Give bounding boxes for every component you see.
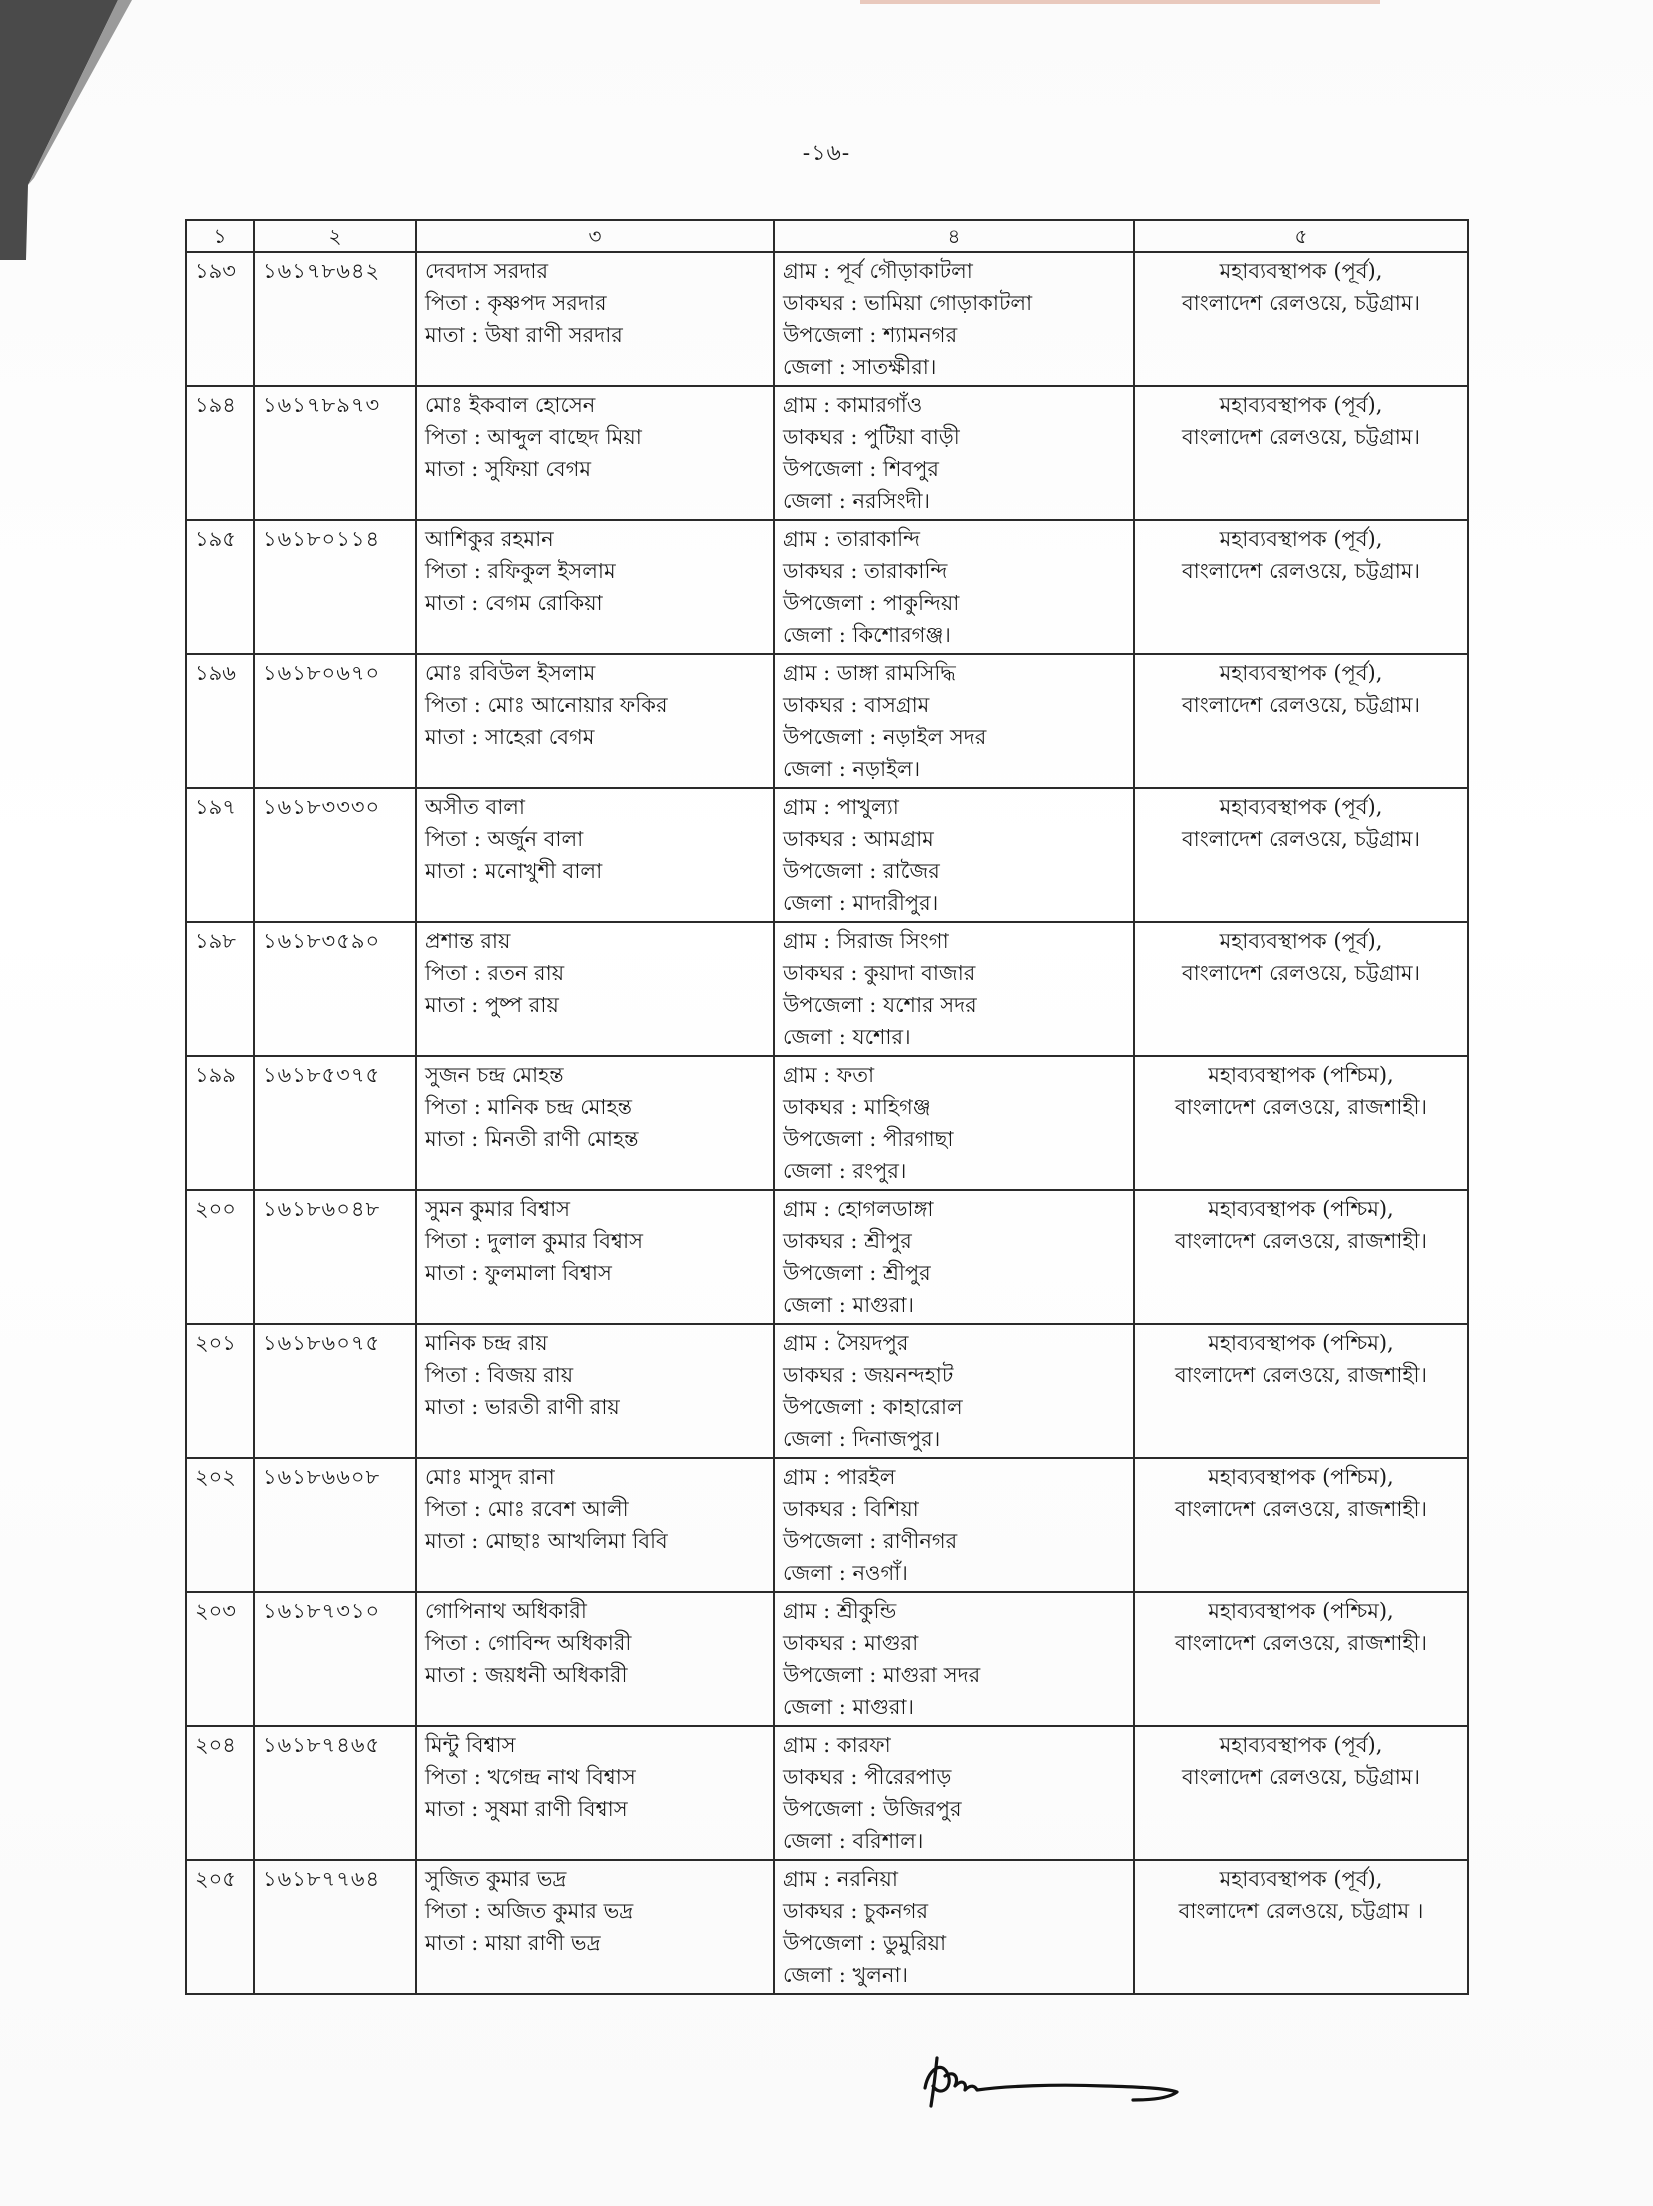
- person-cell: [416, 1190, 774, 1324]
- person-line: পিতা : রতন রায়: [425, 961, 565, 985]
- office-line: মহাব্যবস্থাপক (পূর্ব),: [1219, 661, 1383, 685]
- office-cell: [1134, 1324, 1468, 1458]
- address-line: উপজেলা : শ্যামনগর: [783, 323, 958, 347]
- person-line: মিন্টু বিশ্বাস: [425, 1733, 516, 1757]
- person-line: মাতা : পুষ্প রায়: [425, 993, 559, 1017]
- person-cell: [416, 654, 774, 788]
- address-line: উপজেলা : যশোর সদর: [783, 993, 977, 1017]
- address-cell: [774, 922, 1134, 1056]
- header-cell: ৩: [416, 220, 774, 252]
- address-line: ডাকঘর : ভামিয়া গোড়াকাটলা: [783, 291, 1033, 315]
- person-cell: [416, 1324, 774, 1458]
- address-line: ডাকঘর : জয়নন্দহাট: [783, 1363, 954, 1387]
- office-line: বাংলাদেশ রেলওয়ে, চট্টগ্রাম।: [1181, 827, 1421, 851]
- address-line: গ্রাম : পাখুল্যা: [783, 795, 899, 819]
- office-line: বাংলাদেশ রেলওয়ে, চট্টগ্রাম।: [1181, 425, 1421, 449]
- person-line: পিতা : অজিত কুমার ভদ্র: [425, 1899, 634, 1923]
- address-line: জেলা : যশোর।: [783, 1025, 911, 1049]
- person-line: পিতা : মোঃ রবেশ আলী: [425, 1497, 629, 1521]
- serial-number-cell: ১৯৬: [186, 654, 254, 788]
- serial-number-cell: ২০২: [186, 1458, 254, 1592]
- office-cell: [1134, 1592, 1468, 1726]
- address-cell: [774, 1592, 1134, 1726]
- person-line: মোঃ ইকবাল হোসেন: [425, 393, 596, 417]
- table-row: [186, 1056, 1468, 1190]
- address-line: ডাকঘর : পুটিয়া বাড়ী: [783, 425, 960, 449]
- address-line: গ্রাম : নরনিয়া: [783, 1867, 898, 1891]
- address-line: ডাকঘর : তারাকান্দি: [783, 559, 948, 583]
- address-line: উপজেলা : রাণীনগর: [783, 1529, 958, 1553]
- person-cell: [416, 1458, 774, 1592]
- office-line: বাংলাদেশ রেলওয়ে, চট্টগ্রাম।: [1181, 693, 1421, 717]
- person-line: পিতা : গোবিন্দ অধিকারী: [425, 1631, 632, 1655]
- address-line: গ্রাম : পারইল: [783, 1465, 896, 1489]
- office-line: মহাব্যবস্থাপক (পূর্ব),: [1219, 1867, 1383, 1891]
- person-cell: [416, 1592, 774, 1726]
- table-row: [186, 386, 1468, 520]
- office-line: মহাব্যবস্থাপক (পূর্ব),: [1219, 259, 1383, 283]
- table-row: [186, 922, 1468, 1056]
- address-line: জেলা : খুলনা।: [783, 1963, 909, 1987]
- office-line: মহাব্যবস্থাপক (পূর্ব),: [1219, 929, 1383, 953]
- address-line: জেলা : মাদারীপুর।: [783, 891, 939, 915]
- address-line: ডাকঘর : মাগুরা: [783, 1631, 919, 1655]
- person-line: মাতা : জয়ধনী অধিকারী: [425, 1663, 628, 1687]
- office-line: মহাব্যবস্থাপক (পশ্চিম),: [1208, 1331, 1394, 1355]
- person-cell: [416, 252, 774, 386]
- address-line: গ্রাম : সিরাজ সিংগা: [783, 929, 949, 953]
- address-cell: [774, 252, 1134, 386]
- person-line: পিতা : রফিকুল ইসলাম: [425, 559, 616, 583]
- person-line: মাতা : সুফিয়া বেগম: [425, 457, 592, 481]
- serial-number-cell: ১৯৮: [186, 922, 254, 1056]
- office-line: বাংলাদেশ রেলওয়ে, রাজশাহী।: [1175, 1095, 1427, 1119]
- office-line: মহাব্যবস্থাপক (পশ্চিম),: [1208, 1599, 1394, 1623]
- roll-number-cell: ১৬১৮৭৭৬৪: [254, 1860, 416, 1994]
- address-cell: [774, 788, 1134, 922]
- office-line: মহাব্যবস্থাপক (পূর্ব),: [1219, 795, 1383, 819]
- records-body: [186, 252, 1468, 1994]
- office-line: বাংলাদেশ রেলওয়ে, চট্টগ্রাম।: [1181, 1765, 1421, 1789]
- office-line: মহাব্যবস্থাপক (পূর্ব),: [1219, 393, 1383, 417]
- address-line: গ্রাম : কামারগাঁও: [783, 393, 923, 417]
- address-cell: [774, 1458, 1134, 1592]
- person-cell: [416, 520, 774, 654]
- address-cell: [774, 386, 1134, 520]
- roll-number-cell: ১৬১৮৫৩৭৫: [254, 1056, 416, 1190]
- office-line: বাংলাদেশ রেলওয়ে, চট্টগ্রাম।: [1181, 291, 1421, 315]
- address-cell: [774, 1324, 1134, 1458]
- address-line: জেলা : নড়াইল।: [783, 757, 921, 781]
- address-line: ডাকঘর : শ্রীপুর: [783, 1229, 912, 1253]
- address-line: জেলা : মাগুরা।: [783, 1695, 914, 1719]
- person-line: সুমন কুমার বিশ্বাস: [425, 1197, 571, 1221]
- office-line: মহাব্যবস্থাপক (পশ্চিম),: [1208, 1465, 1394, 1489]
- address-line: গ্রাম : শ্রীকুন্ডি: [783, 1599, 897, 1623]
- records-table: [185, 219, 1469, 1995]
- office-line: বাংলাদেশ রেলওয়ে, চট্টগ্রাম ।: [1178, 1899, 1424, 1923]
- address-line: গ্রাম : হোগলডাঙ্গা: [783, 1197, 934, 1221]
- address-line: ডাকঘর : পীরেরপাড়: [783, 1765, 952, 1789]
- roll-number-cell: ১৬১৮৩৫৯০: [254, 922, 416, 1056]
- person-line: মোঃ রবিউল ইসলাম: [425, 661, 596, 685]
- office-cell: [1134, 788, 1468, 922]
- office-cell: [1134, 1056, 1468, 1190]
- serial-number-cell: ১৯৩: [186, 252, 254, 386]
- address-line: জেলা : সাতক্ষীরা।: [783, 355, 937, 379]
- office-cell: [1134, 1860, 1468, 1994]
- serial-number-cell: ১৯৯: [186, 1056, 254, 1190]
- address-line: উপজেলা : ডুমুরিয়া: [783, 1931, 947, 1955]
- address-line: জেলা : বরিশাল।: [783, 1829, 924, 1853]
- person-line: মাতা : মায়া রাণী ভদ্র: [425, 1931, 601, 1955]
- person-line: মাতা : ফুলমালা বিশ্বাস: [425, 1261, 612, 1285]
- roll-number-cell: ১৬১৮৭৩১০: [254, 1592, 416, 1726]
- header-row: [186, 220, 1468, 252]
- address-cell: [774, 520, 1134, 654]
- office-line: বাংলাদেশ রেলওয়ে, রাজশাহী।: [1175, 1229, 1427, 1253]
- serial-number-cell: ২০০: [186, 1190, 254, 1324]
- roll-number-cell: ১৬১৮০১১৪: [254, 520, 416, 654]
- office-line: বাংলাদেশ রেলওয়ে, রাজশাহী।: [1175, 1631, 1427, 1655]
- office-cell: [1134, 520, 1468, 654]
- table-row: [186, 520, 1468, 654]
- person-line: পিতা : মানিক চন্দ্র মোহন্ত: [425, 1095, 632, 1119]
- address-line: গ্রাম : তারাকান্দি: [783, 527, 921, 551]
- header-cell: ৫: [1134, 220, 1468, 252]
- serial-number-cell: ১৯৫: [186, 520, 254, 654]
- serial-number-cell: ২০৫: [186, 1860, 254, 1994]
- address-cell: [774, 1056, 1134, 1190]
- office-cell: [1134, 654, 1468, 788]
- address-cell: [774, 1726, 1134, 1860]
- person-cell: [416, 922, 774, 1056]
- office-cell: [1134, 922, 1468, 1056]
- person-line: সুজন চন্দ্র মোহন্ত: [425, 1063, 564, 1087]
- address-line: গ্রাম : ফতা: [783, 1063, 875, 1087]
- serial-number-cell: ২০৪: [186, 1726, 254, 1860]
- table-row: [186, 788, 1468, 922]
- address-line: ডাকঘর : বাসগ্রাম: [783, 693, 930, 717]
- table-row: [186, 1592, 1468, 1726]
- person-cell: [416, 1726, 774, 1860]
- person-cell: [416, 386, 774, 520]
- address-line: জেলা : মাগুরা।: [783, 1293, 914, 1317]
- header-cell: ১: [186, 220, 254, 252]
- address-line: জেলা : রংপুর।: [783, 1159, 907, 1183]
- address-line: জেলা : নওগাঁ।: [783, 1561, 908, 1585]
- office-line: মহাব্যবস্থাপক (পূর্ব),: [1219, 527, 1383, 551]
- header-cell: ৪: [774, 220, 1134, 252]
- address-line: উপজেলা : নড়াইল সদর: [783, 725, 987, 749]
- office-cell: [1134, 1190, 1468, 1324]
- person-line: পিতা : অর্জুন বালা: [425, 827, 584, 851]
- serial-number-cell: ২০৩: [186, 1592, 254, 1726]
- office-cell: [1134, 1458, 1468, 1592]
- roll-number-cell: ১৬১৮০৬৭০: [254, 654, 416, 788]
- address-line: জেলা : নরসিংদী।: [783, 489, 931, 513]
- table-row: [186, 252, 1468, 386]
- person-line: আশিকুর রহমান: [425, 527, 554, 551]
- person-line: পিতা : মোঃ আনোয়ার ফকির: [425, 693, 668, 717]
- office-line: বাংলাদেশ রেলওয়ে, চট্টগ্রাম।: [1181, 559, 1421, 583]
- address-line: উপজেলা : কাহারোল: [783, 1395, 963, 1419]
- person-line: মাতা : সাহেরা বেগম: [425, 725, 595, 749]
- person-line: পিতা : বিজয় রায়: [425, 1363, 574, 1387]
- person-line: পিতা : দুলাল কুমার বিশ্বাস: [425, 1229, 643, 1253]
- person-line: মোঃ মাসুদ রানা: [425, 1465, 555, 1489]
- table-row: [186, 1324, 1468, 1458]
- address-line: গ্রাম : সৈয়দপুর: [783, 1331, 909, 1355]
- signature-icon: [915, 2048, 1195, 2118]
- address-line: ডাকঘর : আমগ্রাম: [783, 827, 934, 851]
- office-line: মহাব্যবস্থাপক (পূর্ব),: [1219, 1733, 1383, 1757]
- top-edge-mark: [860, 0, 1380, 4]
- table-row: [186, 1726, 1468, 1860]
- address-line: উপজেলা : শ্রীপুর: [783, 1261, 931, 1285]
- person-line: পিতা : কৃষ্ণপদ সরদার: [425, 291, 607, 315]
- person-line: সুজিত কুমার ভদ্র: [425, 1867, 567, 1891]
- office-cell: [1134, 252, 1468, 386]
- address-line: গ্রাম : ডাঙ্গা রামসিদ্ধি: [783, 661, 956, 685]
- person-line: মাতা : সুষমা রাণী বিশ্বাস: [425, 1797, 628, 1821]
- person-line: মাতা : মোছাঃ আখলিমা বিবি: [425, 1529, 668, 1553]
- person-line: মাতা : ভারতী রাণী রায়: [425, 1395, 620, 1419]
- page-number: -১৬-: [802, 141, 851, 166]
- person-line: প্রশান্ত রায়: [425, 929, 511, 953]
- serial-number-cell: ১৯৭: [186, 788, 254, 922]
- address-line: উপজেলা : শিবপুর: [783, 457, 939, 481]
- address-line: ডাকঘর : মাহিগঞ্জ: [783, 1095, 931, 1119]
- person-line: পিতা : আব্দুল বাছেদ মিয়া: [425, 425, 642, 449]
- address-line: ডাকঘর : কুয়াদা বাজার: [783, 961, 976, 985]
- person-cell: [416, 1056, 774, 1190]
- person-line: মাতা : উষা রাণী সরদার: [425, 323, 623, 347]
- person-line: মানিক চন্দ্র রায়: [425, 1331, 548, 1355]
- address-cell: [774, 1190, 1134, 1324]
- table-row: [186, 1190, 1468, 1324]
- office-cell: [1134, 1726, 1468, 1860]
- person-line: গোপিনাথ অধিকারী: [425, 1599, 587, 1623]
- person-line: মাতা : মিনতী রাণী মোহন্ত: [425, 1127, 639, 1151]
- address-line: উপজেলা : উজিরপুর: [783, 1797, 962, 1821]
- person-line: পিতা : খগেন্দ্র নাথ বিশ্বাস: [425, 1765, 636, 1789]
- person-line: দেবদাস সরদার: [425, 259, 549, 283]
- serial-number-cell: ১৯৪: [186, 386, 254, 520]
- roll-number-cell: ১৬১৭৮৯৭৩: [254, 386, 416, 520]
- roll-number-cell: ১৬১৮৬০৪৮: [254, 1190, 416, 1324]
- header-cell: ২: [254, 220, 416, 252]
- address-line: জেলা : দিনাজপুর।: [783, 1427, 941, 1451]
- office-line: বাংলাদেশ রেলওয়ে, রাজশাহী।: [1175, 1363, 1427, 1387]
- address-line: জেলা : কিশোরগঞ্জ।: [783, 623, 951, 647]
- office-line: বাংলাদেশ রেলওয়ে, চট্টগ্রাম।: [1181, 961, 1421, 985]
- serial-number-cell: ২০১: [186, 1324, 254, 1458]
- office-line: বাংলাদেশ রেলওয়ে, রাজশাহী।: [1175, 1497, 1427, 1521]
- person-line: মাতা : মনোখুশী বালা: [425, 859, 603, 883]
- table-row: [186, 654, 1468, 788]
- address-line: উপজেলা : পাকুন্দিয়া: [783, 591, 960, 615]
- roll-number-cell: ১৬১৮৬৬০৮: [254, 1458, 416, 1592]
- office-line: মহাব্যবস্থাপক (পশ্চিম),: [1208, 1197, 1394, 1221]
- address-line: ডাকঘর : চুকনগর: [783, 1899, 929, 1923]
- address-cell: [774, 654, 1134, 788]
- address-line: গ্রাম : কারফা: [783, 1733, 891, 1757]
- address-line: উপজেলা : পীরগাছা: [783, 1127, 954, 1151]
- roll-number-cell: ১৬১৭৮৬৪২: [254, 252, 416, 386]
- person-line: অসীত বালা: [425, 795, 526, 819]
- office-line: মহাব্যবস্থাপক (পশ্চিম),: [1208, 1063, 1394, 1087]
- table-row: [186, 1860, 1468, 1994]
- page-corner-fold: [0, 0, 200, 260]
- person-cell: [416, 788, 774, 922]
- address-cell: [774, 1860, 1134, 1994]
- person-line: মাতা : বেগম রোকিয়া: [425, 591, 603, 615]
- person-cell: [416, 1860, 774, 1994]
- roll-number-cell: ১৬১৮৬০৭৫: [254, 1324, 416, 1458]
- office-cell: [1134, 386, 1468, 520]
- table-row: [186, 1458, 1468, 1592]
- address-line: উপজেলা : রাজৈর: [783, 859, 940, 883]
- address-line: ডাকঘর : বিশিয়া: [783, 1497, 919, 1521]
- address-line: উপজেলা : মাগুরা সদর: [783, 1663, 981, 1687]
- address-line: গ্রাম : পূর্ব গৌড়াকাটলা: [783, 259, 973, 283]
- roll-number-cell: ১৬১৮৭৪৬৫: [254, 1726, 416, 1860]
- roll-number-cell: ১৬১৮৩৩৩০: [254, 788, 416, 922]
